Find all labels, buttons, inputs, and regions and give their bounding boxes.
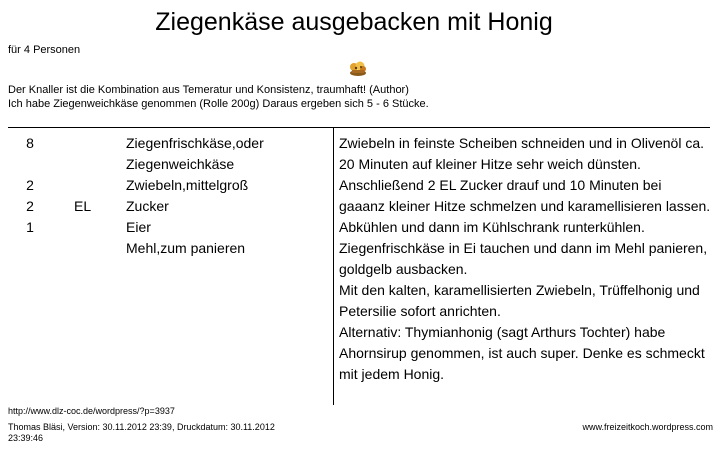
top-divider bbox=[8, 127, 710, 128]
source-link[interactable]: http://www.dlz-coc.de/wordpress/?p=3937 bbox=[8, 406, 175, 416]
intro-line: Ich habe Ziegenweichkäse genommen (Rolle 200g) Daraus ergeben sich 5 - 6 Stücke. bbox=[8, 98, 429, 110]
ingredient-row bbox=[0, 196, 330, 217]
column-divider bbox=[333, 127, 334, 405]
instruction-step: Abkühlen und dann im Kühlschrank runterkühlen. bbox=[339, 219, 645, 235]
ingredients-list bbox=[0, 133, 330, 259]
intro-text bbox=[8, 83, 429, 111]
instruction-step: Ziegenfrischkäse in Ei tauchen und dann im Mehl panieren, goldgelb ausbacken. bbox=[339, 240, 708, 277]
ingredient-name: Zucker bbox=[126, 198, 169, 214]
ingredient-row bbox=[0, 217, 330, 238]
ingredient-name: Mehl,zum panieren bbox=[126, 240, 246, 256]
ingredient-name: Zwiebeln,mittelgroß bbox=[126, 177, 249, 193]
ingredient-qty: 8 bbox=[26, 135, 34, 151]
instructions-text bbox=[339, 133, 711, 385]
instruction-step: Mit den kalten, karamellisierten Zwiebeln, Trüffelhonig und Petersilie sofort anrichten. bbox=[339, 282, 700, 319]
ingredient-unit: EL bbox=[74, 198, 92, 214]
ingredient-qty: 2 bbox=[26, 198, 34, 214]
ingredient-name: Eier bbox=[126, 219, 151, 235]
chef-hat-icon bbox=[348, 61, 368, 77]
ingredient-qty: 2 bbox=[26, 177, 34, 193]
intro-line: Der Knaller ist die Kombination aus Temeratur und Konsistenz, traumhaft! (Author) bbox=[8, 84, 409, 96]
ingredient-name: Ziegenfrischkäse,oder Ziegenweichkäse bbox=[126, 135, 264, 172]
recipe-title: Ziegenkäse ausgebacken mit Honig bbox=[155, 8, 553, 36]
ingredient-row bbox=[0, 133, 330, 175]
instruction-step: Alternativ: Thymianhonig (sagt Arthurs Tochter) habe Ahornsirup genommen, ist auch super. Denke es schmeckt mit jedem Honig. bbox=[339, 324, 705, 382]
website-link[interactable]: www.freizeitkoch.wordpress.com bbox=[582, 422, 713, 432]
ingredient-row bbox=[0, 238, 330, 259]
version-info: Thomas Bläsi, Version: 30.11.2012 23:39, Druckdatum: 30.11.2012 23:39:46 bbox=[8, 422, 275, 443]
servings-text: für 4 Personen bbox=[8, 44, 81, 56]
instruction-step: Zwiebeln in feinste Scheiben schneiden und in Olivenöl ca. 20 Minuten auf kleiner Hitze sehr weich dünsten. bbox=[339, 135, 705, 172]
ingredient-row bbox=[0, 175, 330, 196]
instruction-step: Anschließend 2 EL Zucker drauf und 10 Minuten bei gaaanz kleiner Hitze schmelzen und karamellisieren lassen. bbox=[339, 177, 711, 214]
ingredient-qty: 1 bbox=[26, 219, 34, 235]
